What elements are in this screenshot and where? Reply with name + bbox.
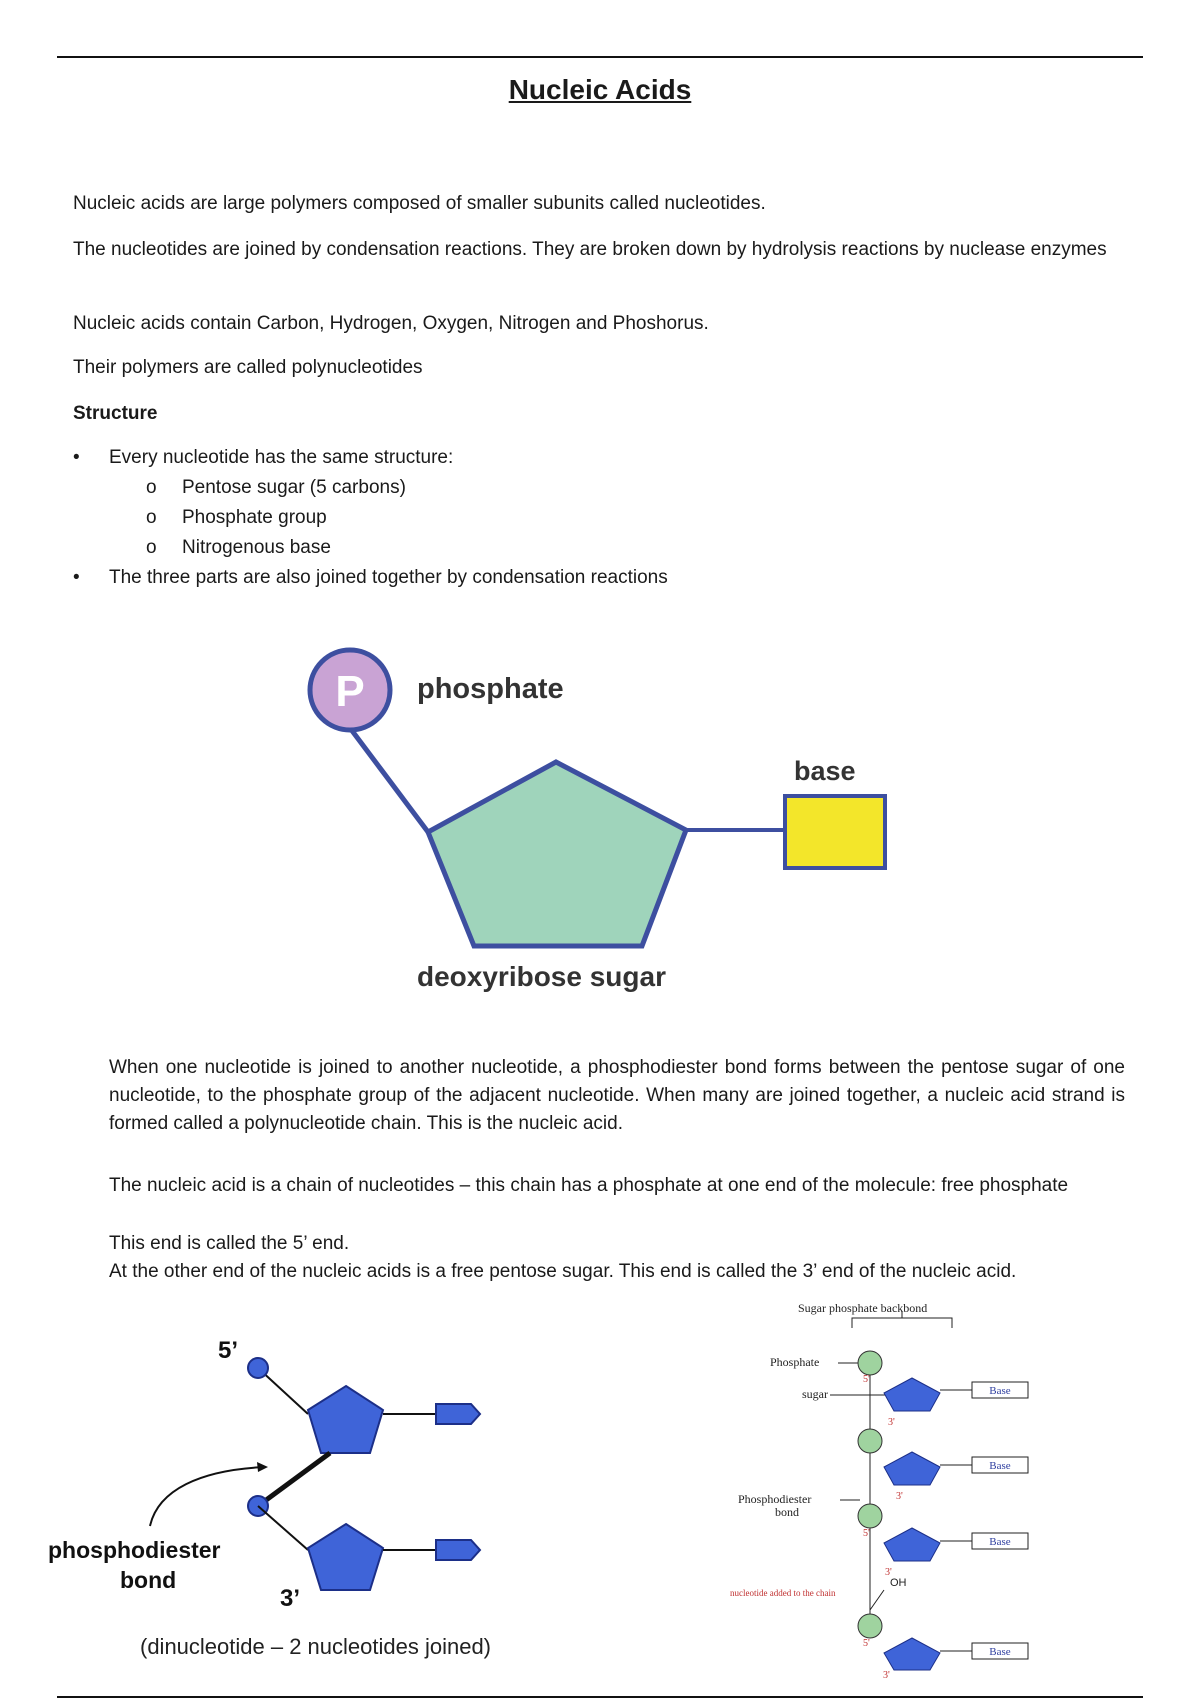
backbone-bracket bbox=[852, 1318, 952, 1328]
backbone-line bbox=[258, 1506, 308, 1550]
three-prime-label: 3’ bbox=[280, 1585, 301, 1612]
base-label: Base bbox=[989, 1385, 1011, 1397]
bond-label-line-1: Phosphodiester bbox=[738, 1492, 812, 1506]
five-prime-mark: 5' bbox=[863, 1528, 870, 1539]
three-prime-mark: 3' bbox=[885, 1567, 892, 1578]
arrow-head bbox=[257, 1462, 268, 1472]
added-note: nucleotide added to the chain bbox=[730, 1588, 836, 1598]
sugar-label: sugar bbox=[802, 1387, 828, 1401]
bond-label-line-1: phosphodiester bbox=[48, 1537, 221, 1563]
base-label: Base bbox=[989, 1460, 1011, 1472]
polynucleotide-chain-diagram bbox=[720, 1298, 1050, 1678]
sub-text: Nitrogenous base bbox=[182, 537, 331, 558]
phosphate-label: Phosphate bbox=[770, 1355, 820, 1369]
sub-text: Pentose sugar (5 carbons) bbox=[182, 477, 406, 498]
sugar-pentagon bbox=[884, 1528, 940, 1561]
dinucleotide-diagram bbox=[40, 1330, 540, 1660]
intro-paragraph-3: Nucleic acids contain Carbon, Hydrogen, Oxygen, Nitrogen and Phoshorus. bbox=[73, 313, 709, 334]
nucleotide-diagram bbox=[280, 640, 980, 1000]
phosphodiester-bond-line bbox=[258, 1453, 330, 1506]
structure-heading: Structure bbox=[73, 403, 158, 424]
three-prime-mark: 3' bbox=[896, 1491, 903, 1502]
sugar-label: deoxyribose sugar bbox=[417, 961, 666, 992]
added-arrow bbox=[870, 1590, 884, 1610]
phosphate-circle bbox=[858, 1614, 882, 1638]
bullet-mark: • bbox=[73, 447, 80, 468]
sub-mark: o bbox=[146, 507, 157, 528]
sugar-pentagon bbox=[884, 1378, 940, 1411]
sugar-pentagon bbox=[428, 762, 686, 946]
five-prime-mark: 5' bbox=[863, 1638, 870, 1649]
base-square bbox=[785, 796, 885, 868]
intro-paragraph-2: The nucleotides are joined by condensation reactions. They are broken down by hydrolysis reactions by nuclease enzymes bbox=[73, 239, 1107, 260]
bullet-text: Every nucleotide has the same structure: bbox=[109, 447, 454, 468]
base-label: Base bbox=[989, 1536, 1011, 1548]
phosphate-sugar-link bbox=[350, 728, 428, 832]
body-paragraph-1: When one nucleotide is joined to another nucleotide, a phosphodiester bond forms between the pentose sugar of one nucleotide, to the phosphate group of the adjacent nucleotide. When many are joined together, a nucleic acid strand is formed called a polynucleotide chain. This is the nucleic acid. bbox=[109, 1057, 1125, 1134]
phosphate-label: phosphate bbox=[417, 673, 564, 705]
base-shape bbox=[436, 1540, 480, 1560]
phosphate-dot bbox=[248, 1358, 268, 1378]
base-label: base bbox=[794, 756, 856, 786]
phosphate-circle bbox=[858, 1504, 882, 1528]
backbone-label: Sugar phosphate backbond bbox=[798, 1301, 928, 1315]
sugar-pentagon bbox=[308, 1386, 383, 1453]
body-paragraph-4: At the other end of the nucleic acids is a free pentose sugar. This end is called the 3’ end of the nucleic acid. bbox=[109, 1261, 1017, 1282]
sugar-pentagon bbox=[884, 1452, 940, 1485]
sub-mark: o bbox=[146, 537, 157, 558]
five-prime-label: 5’ bbox=[218, 1337, 239, 1364]
base-label: Base bbox=[989, 1646, 1011, 1658]
bond-label-line-2: bond bbox=[120, 1567, 177, 1593]
page-title: Nucleic Acids bbox=[508, 74, 692, 105]
sub-mark: o bbox=[146, 477, 157, 498]
sugar-pentagon bbox=[884, 1638, 940, 1670]
intro-paragraph-1: Nucleic acids are large polymers composed of smaller subunits called nucleotides. bbox=[73, 193, 766, 214]
body-paragraph-3: This end is called the 5’ end. bbox=[109, 1233, 350, 1254]
top-rule bbox=[57, 56, 1143, 58]
bottom-rule bbox=[57, 1696, 1143, 1698]
hydroxyl-label: OH bbox=[890, 1577, 907, 1589]
three-prime-mark: 3' bbox=[888, 1417, 895, 1428]
phosphate-circle bbox=[858, 1429, 882, 1453]
sub-text: Phosphate group bbox=[182, 507, 327, 528]
bond-label-line-2: bond bbox=[775, 1505, 799, 1519]
bullet-mark: • bbox=[73, 567, 80, 588]
dinucleotide-caption: (dinucleotide – 2 nucleotides joined) bbox=[140, 1634, 492, 1659]
base-shape bbox=[436, 1404, 480, 1424]
phosphate-circle bbox=[858, 1351, 882, 1375]
intro-paragraph-4: Their polymers are called polynucleotides bbox=[73, 357, 423, 378]
body-paragraph-2: The nucleic acid is a chain of nucleotides – this chain has a phosphate at one end of the molecule: free phosphate bbox=[109, 1175, 1069, 1196]
bullet-text: The three parts are also joined together by condensation reactions bbox=[109, 567, 668, 588]
sugar-pentagon bbox=[308, 1524, 383, 1590]
phosphate-symbol: P bbox=[335, 667, 365, 716]
three-prime-mark: 3' bbox=[883, 1670, 890, 1678]
pointer-arrow bbox=[150, 1467, 265, 1526]
five-prime-mark: 5' bbox=[863, 1374, 870, 1385]
